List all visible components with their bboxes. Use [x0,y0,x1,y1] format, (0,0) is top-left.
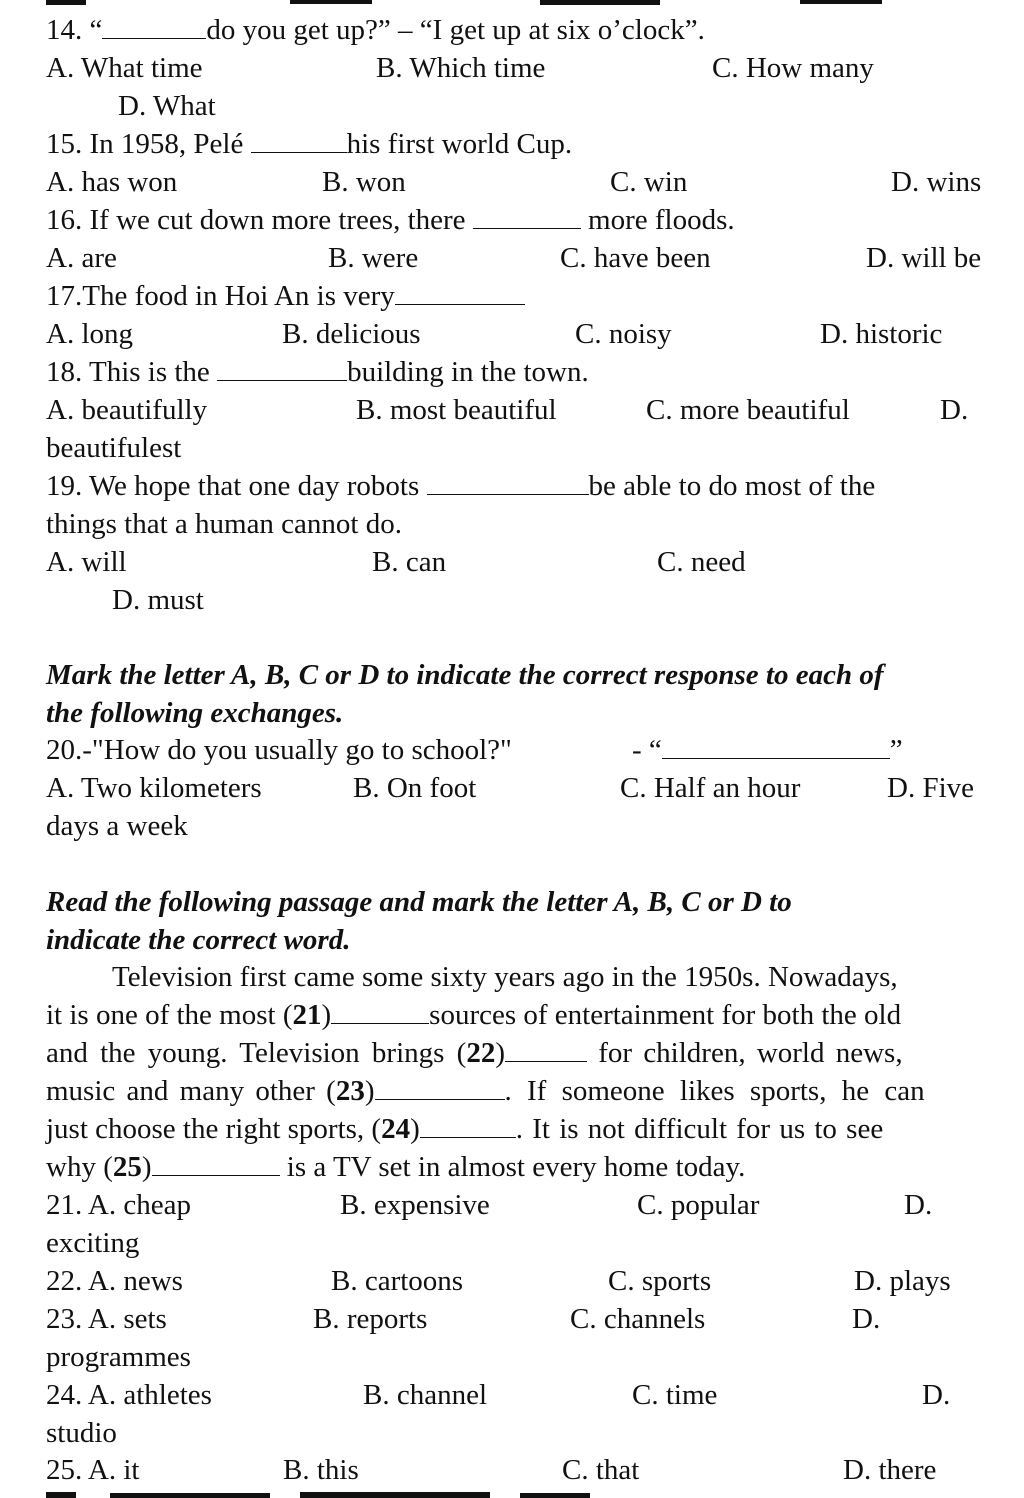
answer-blank-23 [375,1073,505,1100]
passage-line-5: just choose the right sports, (24) . It is not difficult for us to see [46,1113,884,1145]
q24-option-b: B. channel [363,1379,488,1411]
q20-option-b: B. On foot [353,772,477,804]
q17-stem: 17.The food in Hoi An is very [46,278,525,314]
q23-option-d: D. [852,1303,881,1335]
q24-option-a: 24. A. athletes [46,1379,212,1411]
q22-option-a: 22. A. news [46,1265,183,1297]
q18-option-d-text: beautifulest [46,432,182,464]
q19-option-c: C. need [657,546,746,578]
q15-option-d: D. wins [891,166,982,198]
answer-blank [662,732,890,759]
q17-option-a: A. long [46,318,133,350]
answer-blank [217,354,347,381]
q15-stem: 15. In 1958, Pelé his first world Cup. [46,128,573,160]
cropped-text-line-bottom [0,1484,1024,1498]
q14-option-d: D. What [118,90,216,122]
q21-option-a: 21. A. cheap [46,1189,191,1221]
q23-option-d-text: programmes [46,1341,191,1373]
q25-option-c: C. that [562,1454,640,1486]
section-instruction-passage-cont: indicate the correct word. [46,924,351,956]
q14-stem: 14. “ do you get up?” – “I get up at six o’clock”. [46,14,705,46]
q15-option-c: C. win [610,166,688,198]
q18-stem: 18. This is the building in the town. [46,356,589,388]
q23-option-a: 23. A. sets [46,1303,167,1335]
q23-option-c: C. channels [570,1303,706,1335]
q20-response: - “ ” [632,734,903,766]
answer-blank [427,468,589,495]
q18-option-a: A. beautifully [46,394,208,426]
q20-option-d: D. Five [887,772,974,804]
answer-blank [251,126,347,153]
q16-option-d: D. will be [866,242,982,274]
passage-line-6: why (25) is a TV set in almost every home today. [46,1151,746,1183]
q19-option-a: A. will [46,546,127,578]
q23-option-b: B. reports [313,1303,428,1335]
answer-blank [473,202,581,229]
q21-option-b: B. expensive [340,1189,490,1221]
answer-blank-21 [331,997,429,1024]
passage-line-4: music and many other (23) . If someone likes sports, he can [46,1075,925,1107]
section-instruction-response: Mark the letter A, B, C or D to indicate the correct response to each of [46,659,884,691]
q17-option-b: B. delicious [282,318,421,350]
q21-option-c: C. popular [637,1189,760,1221]
q20-option-c: C. Half an hour [620,772,801,804]
answer-blank [395,278,525,305]
q14-option-c: C. How many [712,52,874,84]
q16-stem: 16. If we cut down more trees, there more floods. [46,204,735,236]
q16-option-c: C. have been [560,242,711,274]
q18-option-b: B. most beautiful [356,394,557,426]
q14-option-a: A. What time [46,52,203,84]
q24-option-c: C. time [632,1379,718,1411]
q19-stem-cont: things that a human cannot do. [46,508,402,540]
section-instruction-passage: Read the following passage and mark the letter A, B, C or D to [46,886,792,918]
q24-option-d: D. [922,1379,951,1411]
q18-option-c: C. more beautiful [646,394,850,426]
q21-option-d-text: exciting [46,1227,140,1259]
q18-option-d: D. [940,394,969,426]
q22-option-b: B. cartoons [331,1265,464,1297]
q17-option-c: C. noisy [575,318,672,350]
answer-blank-22 [505,1035,587,1062]
q19-option-d: D. must [112,584,204,616]
q16-option-b: B. were [328,242,419,274]
q20-option-d-text: days a week [46,810,188,842]
q19-stem: 19. We hope that one day robots be able to do most of the [46,470,876,502]
q17-option-d: D. historic [820,318,943,350]
q19-option-b: B. can [372,546,447,578]
q20-option-a: A. Two kilometers [46,772,262,804]
q15-option-b: B. won [322,166,406,198]
q24-option-d-text: studio [46,1417,117,1449]
section-instruction-response-cont: the following exchanges. [46,697,344,729]
passage-line-2: it is one of the most (21) sources of entertainment for both the old [46,999,902,1031]
q14-option-b: B. Which time [376,52,546,84]
answer-blank-24 [420,1111,516,1138]
q21-option-d: D. [904,1189,933,1221]
q25-option-a: 25. A. it [46,1454,140,1486]
q25-option-d: D. there [843,1454,937,1486]
passage-line-3: and the young. Television brings (22) for children, world news, [46,1037,903,1069]
q22-option-d: D. plays [854,1265,951,1297]
answer-blank [102,12,206,39]
q20-stem: 20.-"How do you usually go to school?" [46,734,512,766]
q16-option-a: A. are [46,242,117,274]
answer-blank-25 [152,1149,280,1176]
passage-line-1: Television first came some sixty years ago in the 1950s. Nowadays, [112,961,898,993]
q25-option-b: B. this [283,1454,359,1486]
q22-option-c: C. sports [608,1265,712,1297]
q15-option-a: A. has won [46,166,178,198]
